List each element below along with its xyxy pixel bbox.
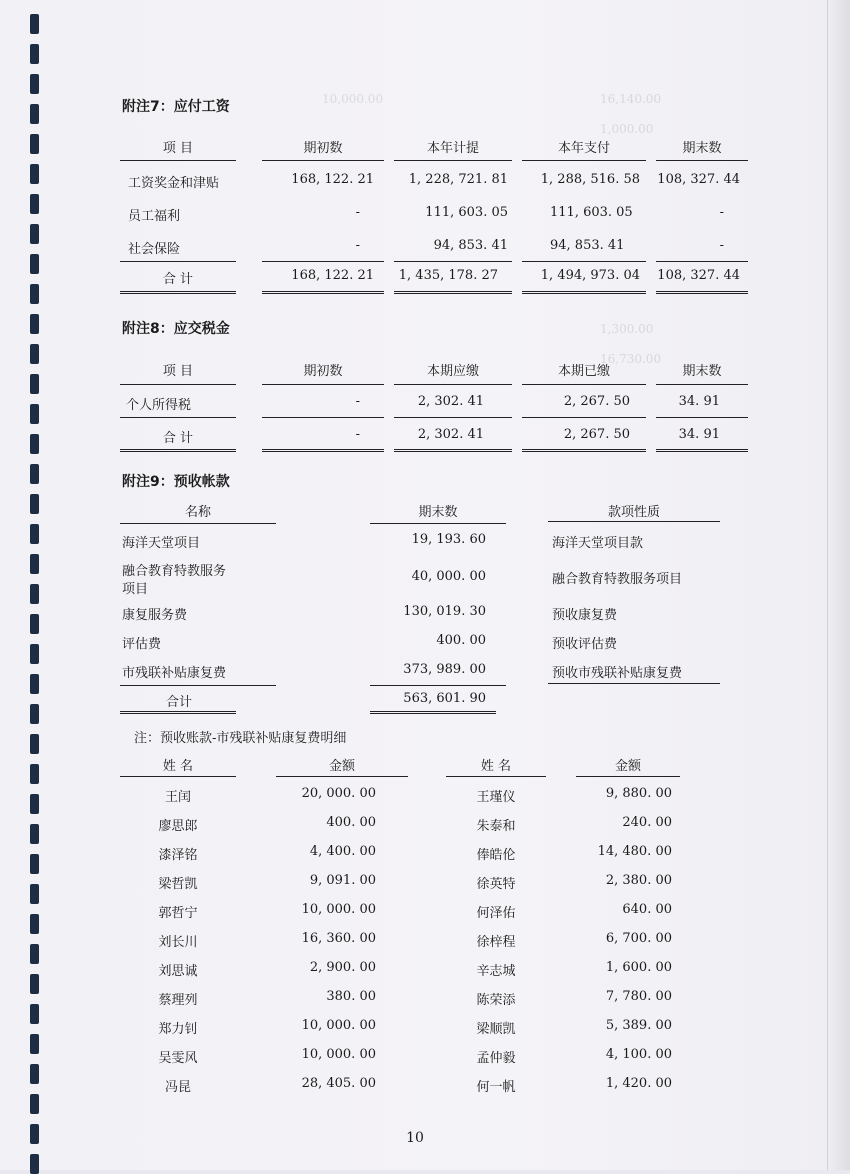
- note7-header-closing: 期末数: [682, 141, 722, 156]
- detail-cell: 漆泽铭: [158, 848, 198, 863]
- table-cell: 400. 00: [436, 633, 486, 648]
- table-cell: 1, 494, 973. 04: [540, 268, 640, 283]
- table-cell: -: [355, 238, 360, 253]
- table-cell: 海洋天堂项目: [122, 536, 201, 551]
- detail-header-rule: [276, 776, 408, 777]
- table-cell: 34. 91: [678, 427, 720, 442]
- table-cell: 预收市残联补贴康复费: [552, 666, 683, 681]
- binding-ring: [30, 314, 39, 334]
- note8-double-rule: [262, 449, 384, 452]
- table-cell: 市残联补贴康复费: [122, 666, 227, 681]
- note7-header-opening: 期初数: [303, 141, 343, 156]
- note7-header-accrued: 本年计提: [426, 141, 479, 156]
- binding-ring: [30, 1004, 39, 1024]
- note9-header-closing: 期末数: [418, 505, 458, 520]
- table-cell: 评估费: [122, 637, 162, 652]
- binding-ring: [30, 734, 39, 754]
- note7-total-rule: [120, 261, 236, 262]
- detail-cell: 蔡理列: [158, 993, 198, 1008]
- note8-total-rule: [262, 417, 384, 418]
- detail-cell: 何一帆: [476, 1080, 516, 1095]
- binding-ring: [30, 614, 39, 634]
- table-cell: 168, 122. 21: [291, 268, 374, 283]
- binding-ring: [30, 584, 39, 604]
- table-cell: 融合教育特教服务: [122, 564, 227, 579]
- binding-ring: [30, 434, 39, 454]
- note9-double-rule: [370, 711, 496, 714]
- note8-header-opening: 期初数: [303, 364, 343, 379]
- table-cell: -: [355, 427, 360, 442]
- detail-header-name-left: 姓 名: [162, 759, 194, 774]
- note7-double-rule: [262, 291, 384, 294]
- detail-cell: 9, 880. 00: [605, 786, 672, 801]
- table-cell: 项目: [122, 582, 149, 597]
- note8-total-rule: [656, 417, 748, 418]
- note8-header-rule: [262, 384, 384, 385]
- detail-cell: 何泽佑: [476, 906, 516, 921]
- table-cell: 合 计: [162, 272, 194, 287]
- note7-header-rule: [262, 160, 384, 161]
- binding-ring: [30, 404, 39, 424]
- detail-cell: 俸皓伦: [476, 848, 516, 863]
- table-cell: 社会保险: [128, 242, 181, 257]
- detail-cell: 陈荣添: [476, 993, 516, 1008]
- detail-cell: 6, 700. 00: [605, 931, 672, 946]
- detail-cell: 16, 360. 00: [301, 931, 376, 946]
- note9-total-rule: [370, 685, 506, 686]
- binding-ring: [30, 524, 39, 544]
- table-cell: 94, 853. 41: [550, 238, 625, 253]
- note9-header-rule: [120, 523, 276, 524]
- note9-header-nature: 款项性质: [607, 505, 660, 520]
- table-cell: -: [355, 394, 360, 409]
- note8-double-rule: [522, 449, 646, 452]
- binding-ring: [30, 914, 39, 934]
- detail-cell: 1, 600. 00: [605, 960, 672, 975]
- table-cell: 130, 019. 30: [403, 604, 486, 619]
- note8-header-item: 项 目: [162, 364, 194, 379]
- note7-header-rule: [394, 160, 512, 161]
- table-cell: 2, 302. 41: [417, 394, 484, 409]
- note9-total-rule: [120, 685, 276, 686]
- binding-ring: [30, 824, 39, 844]
- detail-cell: 辛志城: [476, 964, 516, 979]
- note9-title: 附注9：预收帐款: [122, 474, 230, 490]
- binding-ring: [30, 1064, 39, 1084]
- note7-total-rule: [262, 261, 384, 262]
- note8-header-rule: [394, 384, 512, 385]
- binding-ring: [30, 344, 39, 364]
- detail-header-rule: [446, 776, 546, 777]
- table-cell: 108, 327. 44: [657, 268, 740, 283]
- binding-ring: [30, 134, 39, 154]
- table-cell: 373, 989. 00: [403, 662, 486, 677]
- table-cell: 19, 193. 60: [411, 532, 486, 547]
- detail-cell: 28, 405. 00: [301, 1076, 376, 1091]
- binding-ring: [30, 1124, 39, 1144]
- note8-header-paid: 本期已缴: [557, 364, 610, 379]
- note9-header-rule: [548, 521, 720, 522]
- binding-ring: [30, 44, 39, 64]
- detail-cell: 梁哲凯: [158, 877, 198, 892]
- note8-header-rule: [120, 384, 236, 385]
- table-cell: 111, 603. 05: [550, 205, 633, 220]
- note7-double-rule: [656, 291, 748, 294]
- table-cell: 111, 603. 05: [425, 205, 508, 220]
- detail-cell: 400. 00: [326, 815, 376, 830]
- note7-header-item: 项 目: [162, 141, 194, 156]
- note8-double-rule: [120, 449, 236, 452]
- note8-total-rule: [120, 417, 236, 418]
- binding-ring: [30, 494, 39, 514]
- detail-cell: 廖思郎: [158, 819, 198, 834]
- note9-header-rule: [370, 523, 506, 524]
- table-cell: 预收康复费: [552, 608, 618, 623]
- binding-ring: [30, 464, 39, 484]
- detail-note: 注：预收账款-市残联补贴康复费明细: [134, 731, 347, 746]
- detail-cell: 10, 000. 00: [301, 902, 376, 917]
- note8-total-rule: [394, 417, 512, 418]
- table-cell: 94, 853. 41: [433, 238, 508, 253]
- table-cell: 108, 327. 44: [657, 172, 740, 187]
- note9-total-rule: [548, 683, 720, 684]
- binding-ring: [30, 194, 39, 214]
- binding-ring: [30, 794, 39, 814]
- detail-cell: 孟仲毅: [476, 1051, 516, 1066]
- page-number: 10: [406, 1130, 424, 1146]
- detail-cell: 10, 000. 00: [301, 1047, 376, 1062]
- note7-title: 附注7：应付工资: [122, 99, 230, 115]
- table-cell: 工资奖金和津贴: [128, 176, 220, 191]
- page-edge: [827, 0, 850, 1170]
- table-cell: 融合教育特教服务项目: [552, 572, 683, 587]
- table-cell: 康复服务费: [122, 608, 188, 623]
- table-cell: 预收评估费: [552, 637, 618, 652]
- table-cell: 1, 435, 178. 27: [398, 268, 498, 283]
- note7-header-paid: 本年支付: [557, 141, 610, 156]
- table-cell: 563, 601. 90: [403, 691, 486, 706]
- detail-cell: 240. 00: [622, 815, 672, 830]
- table-cell: -: [355, 205, 360, 220]
- detail-cell: 7, 780. 00: [605, 989, 672, 1004]
- detail-cell: 640. 00: [622, 902, 672, 917]
- detail-cell: 郭哲宁: [158, 906, 198, 921]
- document-page: 10,000.00 16,140.00 1,000.00 1,300.00 16,730.00 附注7：应付工资 项 目 期初数 本年计提 本年支付 期末数 工资奖金和津贴 168, 122. 21 1, 228, 721. 81 1, 288, 516. 58 108, 327. 44 员工福利 - 111, 603. 05 111, 603. 05 - 社会保险 - 94, 853. 41 94, 853. 41 - 合 计 168, 122. 21 1, 435, 178. 27 1, 494, 973. 04 108, 327. 44 附注8：应交税金 项 目 期初数 本期应缴 本期已缴 期末数 个人所得税 - 2, 302. 41 2, 267. 50 34. 91 合 计 - 2, 302. 41 2, 267. 50 34. 91 附注9：预收帐款 名称 期末数 款项性质 海洋天堂项目 19, 193. 60 海洋天堂项目款 融合教育特教服务 项目 40, 000. 00 融合教育特教服务项目 康复服务费 130, 019. 30 预收康复费 评估费 400. 00 预收评估费 市残联补贴康复费 373, 989. 00 预收市残联补贴康复费 合计 563, 601. 90 注：预收账款-市残联补贴康复费明细 姓 名 金额 姓 名 金额 王闰 20, 000. 00 王瑾仪 9, 880. 00 廖思郎 400. 00 朱泰和 240. 00 漆泽铭 4, 400. 00 俸皓伦 14, 480. 00 梁哲凯 9, 091. 00 徐英特 2, 380. 00 郭哲宁 10, 000. 00 何泽佑 640. 00 刘长川 16, 360. 00 徐梓程 6, 700. 00 刘思诚 2, 900. 00 辛志城 1, 600. 00 蔡理列 380. 00 陈荣添 7, 780. 00 郑力钊 10, 000. 00 梁顺凯 5, 389. 00 吴雯风 10, 000. 00 孟仲毅 4, 100. 00 冯昆 28, 405. 00 何一帆 1, 420. 00 10: [0, 0, 850, 1170]
- binding-ring: [30, 764, 39, 784]
- detail-cell: 10, 000. 00: [301, 1018, 376, 1033]
- detail-cell: 冯昆: [164, 1080, 191, 1095]
- table-cell: 168, 122. 21: [291, 172, 374, 187]
- note7-total-rule: [522, 261, 646, 262]
- binding-ring: [30, 1034, 39, 1054]
- table-cell: -: [719, 205, 724, 220]
- detail-cell: 朱泰和: [476, 819, 516, 834]
- note9-double-rule: [120, 711, 236, 714]
- table-cell: 34. 91: [678, 394, 720, 409]
- detail-header-amount-right: 金额: [614, 759, 641, 774]
- detail-cell: 14, 480. 00: [597, 844, 672, 859]
- binding-ring: [30, 74, 39, 94]
- detail-header-amount-left: 金额: [328, 759, 355, 774]
- note7-total-rule: [656, 261, 748, 262]
- table-cell: 40, 000. 00: [411, 569, 486, 584]
- binding-ring: [30, 884, 39, 904]
- binding-ring: [30, 974, 39, 994]
- table-cell: 2, 267. 50: [563, 427, 630, 442]
- detail-cell: 2, 380. 00: [605, 873, 672, 888]
- detail-cell: 380. 00: [326, 989, 376, 1004]
- note8-double-rule: [394, 449, 512, 452]
- detail-cell: 1, 420. 00: [605, 1076, 672, 1091]
- binding-ring: [30, 704, 39, 724]
- note8-header-rule: [522, 384, 646, 385]
- detail-cell: 王瑾仪: [476, 790, 516, 805]
- note7-double-rule: [120, 291, 236, 294]
- detail-header-rule: [120, 776, 236, 777]
- table-cell: 合 计: [162, 431, 194, 446]
- note8-header-rule: [656, 384, 748, 385]
- detail-cell: 2, 900. 00: [309, 960, 376, 975]
- binding-ring: [30, 644, 39, 664]
- detail-cell: 吴雯风: [158, 1051, 198, 1066]
- detail-cell: 徐梓程: [476, 935, 516, 950]
- note7-total-rule: [394, 261, 512, 262]
- table-cell: -: [719, 238, 724, 253]
- detail-cell: 9, 091. 00: [309, 873, 376, 888]
- table-cell: 个人所得税: [126, 398, 192, 413]
- binding-ring: [30, 284, 39, 304]
- detail-cell: 5, 389. 00: [605, 1018, 672, 1033]
- table-cell: 合计: [165, 695, 192, 710]
- binding-ring: [30, 854, 39, 874]
- detail-header-rule: [576, 776, 680, 777]
- note7-header-rule: [656, 160, 748, 161]
- note7-double-rule: [394, 291, 512, 294]
- detail-cell: 梁顺凯: [476, 1022, 516, 1037]
- binding-ring: [30, 374, 39, 394]
- detail-cell: 王闰: [164, 790, 191, 805]
- note8-double-rule: [656, 449, 748, 452]
- note8-header-closing: 期末数: [682, 364, 722, 379]
- binding-ring: [30, 164, 39, 184]
- table-cell: 1, 228, 721. 81: [408, 172, 508, 187]
- binding-ring: [30, 254, 39, 274]
- table-cell: 员工福利: [128, 209, 181, 224]
- note7-header-rule: [522, 160, 646, 161]
- binding-ring: [30, 14, 39, 34]
- detail-cell: 刘长川: [158, 935, 198, 950]
- binding-ring: [30, 1094, 39, 1114]
- note8-total-rule: [522, 417, 646, 418]
- note8-header-due: 本期应缴: [426, 364, 479, 379]
- binding-ring: [30, 674, 39, 694]
- note9-header-name: 名称: [184, 505, 211, 520]
- detail-cell: 徐英特: [476, 877, 516, 892]
- detail-cell: 刘思诚: [158, 964, 198, 979]
- binding-ring: [30, 224, 39, 244]
- binding-ring: [30, 104, 39, 124]
- table-cell: 1, 288, 516. 58: [540, 172, 640, 187]
- detail-cell: 郑力钊: [158, 1022, 198, 1037]
- detail-header-name-right: 姓 名: [480, 759, 512, 774]
- table-cell: 2, 302. 41: [417, 427, 484, 442]
- binding-ring: [30, 944, 39, 964]
- detail-cell: 4, 100. 00: [605, 1047, 672, 1062]
- note7-double-rule: [522, 291, 646, 294]
- note7-header-rule: [120, 160, 236, 161]
- detail-cell: 4, 400. 00: [309, 844, 376, 859]
- note8-title: 附注8：应交税金: [122, 321, 230, 337]
- table-cell: 海洋天堂项目款: [552, 536, 644, 551]
- binding-ring: [30, 554, 39, 574]
- binding-ring: [30, 1154, 39, 1174]
- table-cell: 2, 267. 50: [563, 394, 630, 409]
- detail-cell: 20, 000. 00: [301, 786, 376, 801]
